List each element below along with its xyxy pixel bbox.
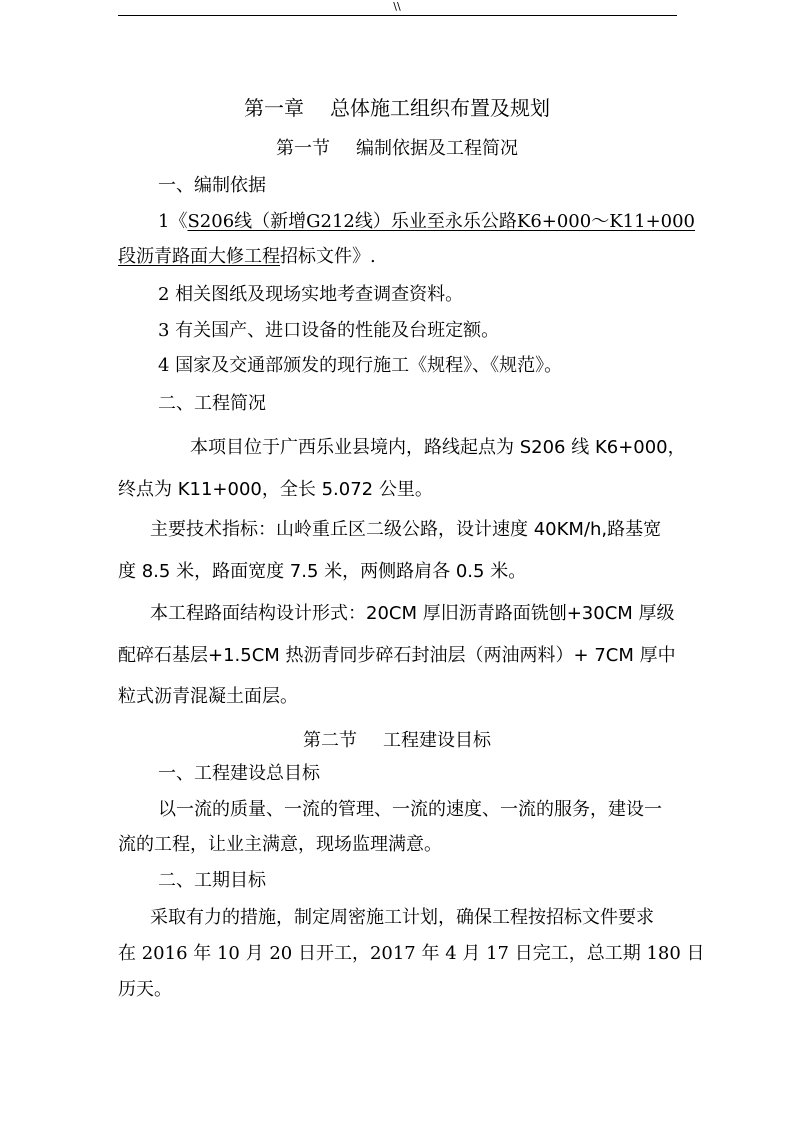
basis-item-2: 2 相关图纸及现场实地考查调查资料。 (158, 284, 464, 305)
tender-document-title-part1: S206线（新增G212线）乐业至永乐公路K6+000～K11+000 (187, 211, 696, 232)
schedule-line3: 历天。 (118, 979, 172, 1000)
section2-title (0, 730, 794, 752)
schedule-line2: 在 2016 年 10 月 20 日开工，2017 年 4 月 17 日完工，总工期 180 日 (118, 943, 705, 964)
subheading-overall-goal: 一、工程建设总目标 (158, 763, 320, 784)
section1-name: 编制依据及工程简况 (356, 138, 518, 159)
basis-item-1-line2 (118, 246, 376, 268)
subheading-schedule: 二、工期目标 (158, 870, 266, 891)
chapter-title (0, 96, 794, 120)
subheading-basis: 一、编制依据 (158, 175, 266, 196)
section2-name: 工程建设目标 (383, 730, 491, 751)
overview-para3-line2: 配碎石基层+1.5CM 热沥青同步碎石封油层（两油两料）+ 7CM 厚中 (118, 645, 676, 666)
section1-number: 第一节 (276, 138, 330, 159)
overview-para2-line2: 度 8.5 米，路面宽度 7.5 米，两侧路肩各 0.5 米。 (118, 561, 527, 582)
subheading-overview: 二、工程简况 (158, 393, 266, 414)
section2-number: 第二节 (303, 730, 357, 751)
header-mark: \\ (393, 0, 401, 13)
overview-para3-line1: 本工程路面结构设计形式：20CM 厚旧沥青路面铣刨+30CM 厚级 (150, 603, 675, 624)
chapter-name: 总体施工组织布置及规划 (330, 96, 550, 120)
basis-item-1-line1 (158, 211, 695, 233)
basis-item-3: 3 有关国产、进口设备的性能及台班定额。 (158, 320, 500, 341)
basis-item-1-suffix: 招标文件》. (280, 246, 376, 267)
overall-goal-line2: 流的工程，让业主满意，现场监理满意。 (118, 834, 442, 855)
overview-para1-line1: 本项目位于广西乐业县境内，路线起点为 S206 线 K6+000， (190, 437, 686, 458)
basis-item-4: 4 国家及交通部颁发的现行施工《规程》、《规范》。 (158, 355, 563, 376)
chapter-number: 第一章 (244, 96, 304, 120)
schedule-line1: 采取有力的措施，制定周密施工计划，确保工程按招标文件要求 (150, 907, 654, 928)
overall-goal-line1: 以一流的质量、一流的管理、一流的速度、一流的服务，建设一 (158, 799, 662, 820)
overview-para3-line3: 粒式沥青混凝土面层。 (118, 686, 298, 707)
overview-para1-line2: 终点为 K11+000，全长 5.072 公里。 (118, 479, 433, 500)
section1-title (0, 138, 794, 160)
overview-para2-line1: 主要技术指标：山岭重丘区二级公路，设计速度 40KM/h,路基宽 (150, 519, 662, 540)
tender-document-title-part2: 段沥青路面大修工程 (118, 246, 280, 267)
basis-item-1-prefix: 1《 (158, 211, 188, 232)
header-rule (118, 15, 677, 16)
